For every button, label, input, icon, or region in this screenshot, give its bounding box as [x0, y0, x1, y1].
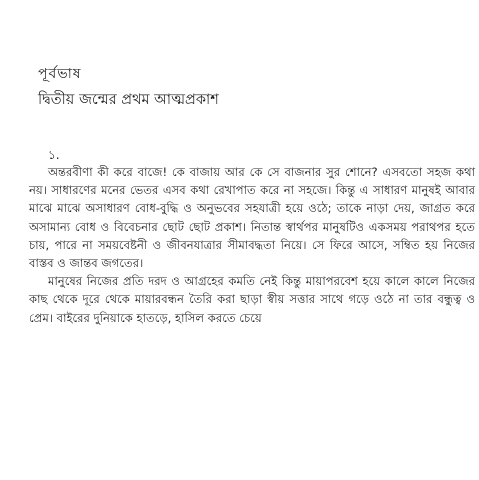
paragraph-2: মানুষের নিজের প্রতি দরদ ও আগ্রহের কমতি নেই কিন্তু মায়াপরবেশ হয়ে কালে কালে নিজের কাছ থেকে দূরে থেকে মায়ারবন্ধন তৈরি করা ছাড়া স্বীয় সত্তার সাথে গড়ে ওঠে না তার বন্ধুত্ব ও প্রেম। বাইরের দুনিয়াকে হাতড়ে, হাসিল করতে চেয়ে	[29, 274, 475, 325]
paragraph-1: অন্তরবীণা কী করে বাজে! কে বাজায় আর কে সে বাজনার সুর শোনে? এসবতো সহজ কথা নয়। সাধারণের মনের ভেতর এসব কথা রেখাপাত করে না সহজে। কিন্তু এ সাধারণ মানুষই আবার মাঝে মাঝে অসাধারণ বোধ-বুদ্ধি ও অনুভবের সহযাত্রী হয়ে ওঠে; তাকে নাড়া দেয়, জাগ্রত করে অসামান্য বোধ ও বিবেচনার ছোট ছোট প্রকাশ। নিতান্ত স্বার্থপর মানুষটিও একসময় পরাথপর হতে চায়, পারে না সময়বেষ্টনী ও জীবনযাত্রার সীমাবদ্ধতা নিয়ে। সে ফিরে আসে, সম্বিত হয় নিজের বাস্তব ও জান্তব জগতের।	[29, 165, 475, 271]
body-text	[29, 163, 475, 327]
section-number: ১.	[48, 148, 60, 162]
chapter-title: দ্বিতীয় জন্মের প্রথম আত্মপ্রকাশ	[38, 92, 219, 108]
section-label: পূর্বভাষ	[38, 66, 82, 82]
